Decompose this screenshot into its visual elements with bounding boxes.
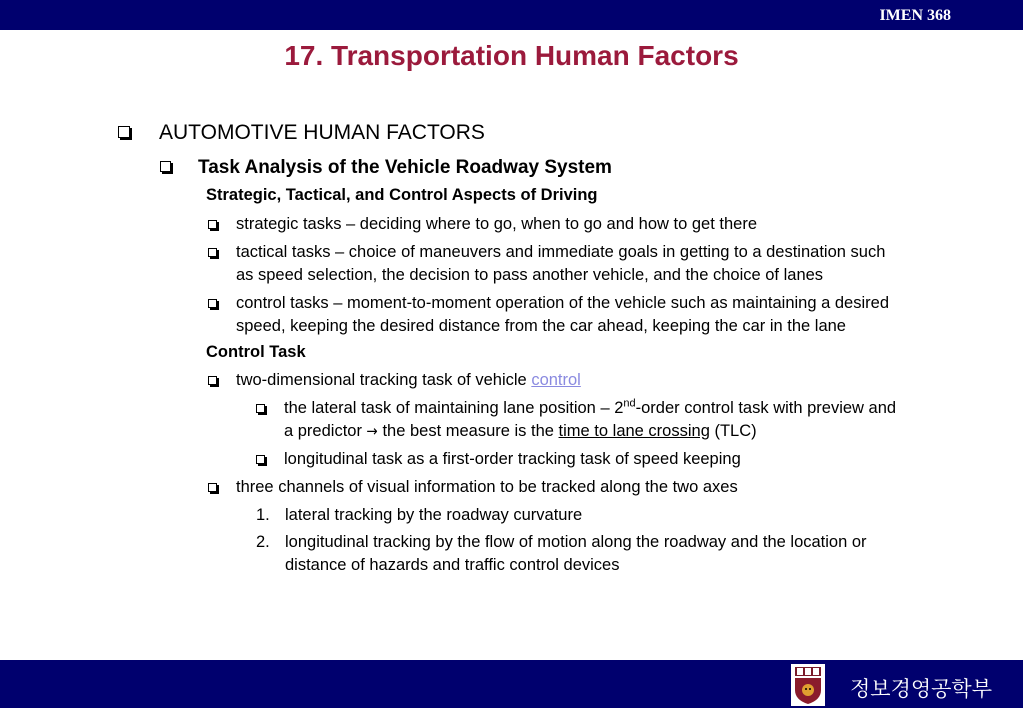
- university-logo-icon: [791, 664, 825, 706]
- list-item-text: [236, 241, 885, 287]
- checkbox-bullet-icon: [208, 376, 217, 385]
- control-link[interactable]: control: [531, 371, 581, 389]
- checkbox-bullet-icon: [160, 161, 171, 172]
- list-item-line: three channels of visual information to be tracked along the two axes: [236, 478, 738, 496]
- list-item-line: strategic tasks – deciding where to go, when to go and how to get there: [236, 215, 757, 233]
- sub-list-item: [256, 448, 741, 471]
- department-name: 정보경영공학부: [850, 677, 993, 701]
- list-item: [208, 369, 581, 392]
- list-item-line: longitudinal tracking by the flow of motion along the roadway and the location or: [285, 533, 867, 551]
- list-item-line: speed, keeping the desired distance from the car ahead, keeping the car in the lane: [236, 317, 846, 335]
- list-item-text: [236, 292, 889, 338]
- numbered-item: [256, 531, 867, 577]
- section-heading-row: [118, 121, 485, 145]
- subsection-heading: Task Analysis of the Vehicle Roadway System: [198, 157, 612, 178]
- list-item: [208, 213, 757, 236]
- list-item-line: the best measure is the: [377, 422, 559, 440]
- list-item-text: [284, 448, 741, 471]
- list-item-line: -order control task with preview and: [635, 399, 897, 417]
- slide-title: 17. Transportation Human Factors: [284, 40, 739, 71]
- checkbox-bullet-icon: [256, 455, 265, 464]
- checkbox-bullet-icon: [256, 404, 265, 413]
- list-item-text: [236, 213, 757, 236]
- list-item-line: as speed selection, the decision to pass another vehicle, and the choice of lanes: [236, 266, 824, 284]
- ordinal-suffix: nd: [623, 397, 636, 410]
- checkbox-bullet-icon: [208, 220, 217, 229]
- checkbox-bullet-icon: [208, 248, 217, 257]
- checkbox-bullet-icon: [118, 126, 130, 138]
- list-item: [208, 292, 889, 338]
- list-item-line: tactical tasks – choice of maneuvers and immediate goals in getting to a destination such: [236, 243, 886, 261]
- sub-list-item: [256, 397, 896, 443]
- list-item-line: lateral tracking by the roadway curvature: [285, 506, 583, 524]
- list-item-line: distance of hazards and traffic control devices: [285, 556, 620, 574]
- list-item-line: control tasks – moment-to-moment operation of the vehicle such as maintaining a desired: [236, 294, 889, 312]
- list-item-text: [285, 504, 582, 527]
- list-item-text: [285, 531, 867, 577]
- list-item-text: [284, 397, 896, 443]
- numbered-item: [256, 504, 582, 527]
- list-item-line: (TLC): [709, 422, 757, 440]
- list-item-line: longitudinal task as a first-order tracking task of speed keeping: [284, 450, 741, 468]
- checkbox-bullet-icon: [208, 299, 217, 308]
- right-arrow-icon: →: [366, 422, 378, 440]
- tlc-term: time to lane crossing: [558, 422, 710, 440]
- section-heading: AUTOMOTIVE HUMAN FACTORS: [159, 121, 485, 144]
- subsection-heading-row: [160, 157, 612, 179]
- control-heading: Control Task: [206, 343, 306, 361]
- strategic-heading: Strategic, Tactical, and Control Aspects of Driving: [206, 186, 598, 204]
- list-item-text: [236, 476, 738, 499]
- top-bar: [0, 0, 1023, 30]
- list-item: [208, 476, 738, 499]
- list-item-text: [236, 369, 581, 392]
- list-item-line: two-dimensional tracking task of vehicle: [236, 371, 532, 389]
- item-number: 2.: [256, 533, 270, 551]
- list-item: [208, 241, 885, 287]
- checkbox-bullet-icon: [208, 483, 217, 492]
- course-code: IMEN 368: [879, 7, 951, 24]
- list-item-line: a predictor: [284, 422, 367, 440]
- list-item-line: the lateral task of maintaining lane position – 2: [284, 399, 624, 417]
- item-number: 1.: [256, 506, 270, 524]
